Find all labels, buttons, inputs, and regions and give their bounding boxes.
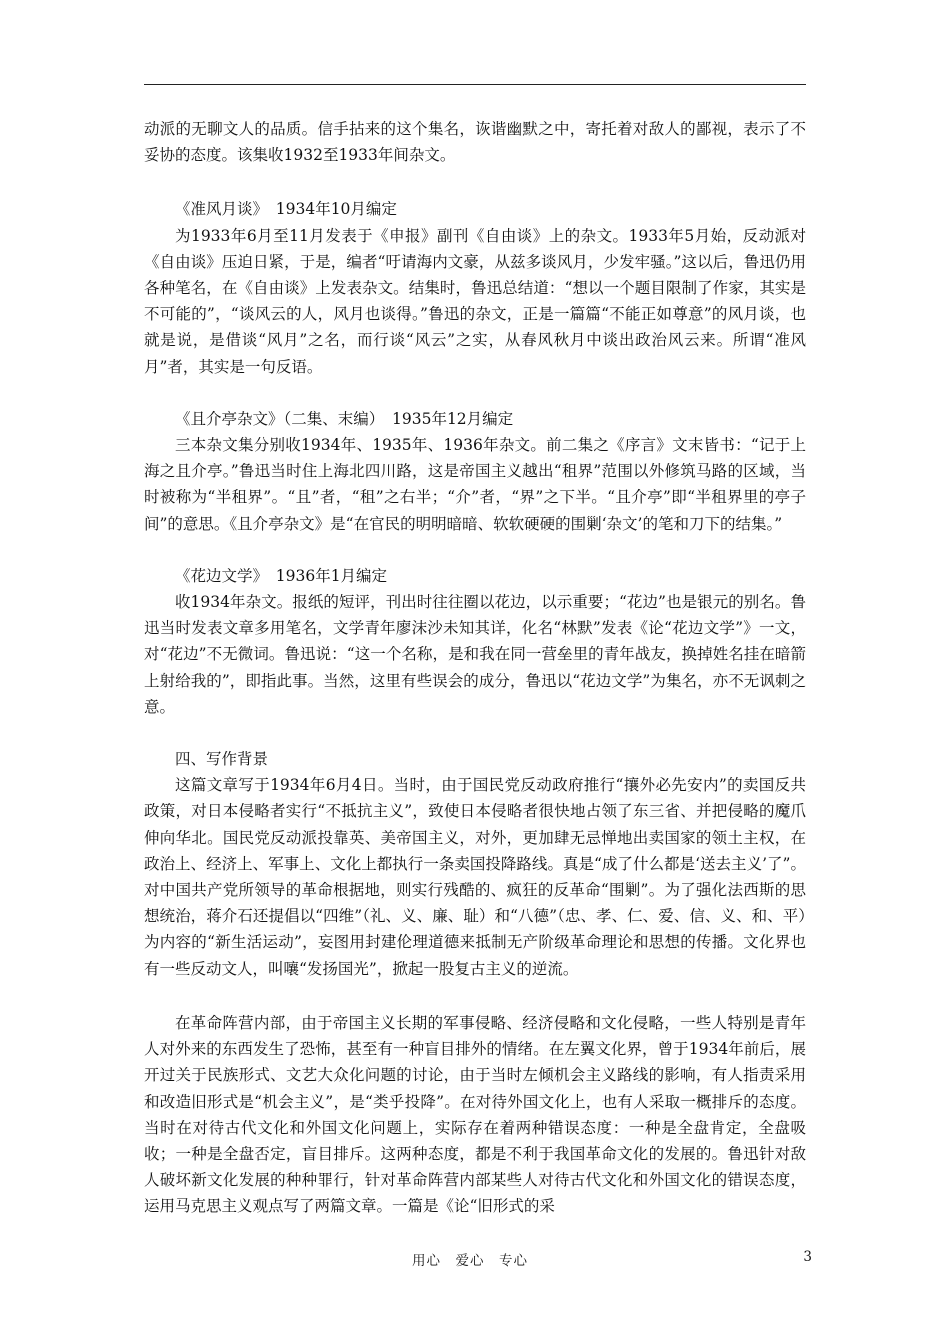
- heading-huabianwenxue: 《花边文学》 1936年1月编定: [175, 566, 388, 585]
- paragraph-background-1: 这篇文章写于1934年6月4日。当时，由于国民党反动政府推行“攘外必先安内”的卖国反共政策，对日本侵略者实行“不抵抗主义”，致使日本侵略者很快地占领了东三省、并把侵略的魔爪伸向华北。国民党反动派投靠英、美帝国主义，对外，更加肆无忌惮地出卖国家的领土主权，在政治上、经济上、军事上、文化上都执行一条卖国投降路线。真是“成了什么都是‘送去主义’了”。对中国共产党所领导的革命根据地，则实行残酷的、疯狂的反革命“围剿”。为了强化法西斯的思想统治，蒋介石还提倡以“四维”（礼、义、廉、耻）和“八德”（忠、孝、仁、爱、信、义、和、平）为内容的“新生活运动”，妄图用封建伦理道德来抵制无产阶级革命理论和思想的传播。文化界也有一些反动文人，叫嚷“发扬国光”，掀起一股复古主义的逆流。: [144, 776, 806, 978]
- heading-zhunfengyuetan: 《准风月谈》 1934年10月编定: [175, 200, 397, 219]
- header-rule: [144, 84, 806, 85]
- paragraph-qiejieting: 三本杂文集分别收1934年、1935年、1936年杂文。前二集之《序言》文末皆书：“记于上海之且介亭。”鲁迅当时住上海北四川路，这是帝国主义越出“租界”范围以外修筑马路的区域，当时被称为“半租界”。“且”者，“租”之右半；“介”者，“界”之下半。“且介亭”即“半租界里的亭子间”的意思。《且介亭杂文》是“在官民的明明暗暗、软软硬硬的围剿‘杂文’的笔和刀下的结集。”: [144, 436, 806, 533]
- paragraph-intro: 动派的无聊文人的品质。信手拈来的这个集名，诙谐幽默之中，寄托着对敌人的鄙视，表示了不妥协的态度。该集收1932至1933年间杂文。: [144, 120, 806, 165]
- page-number: 3: [803, 1249, 812, 1265]
- paragraph-zhunfengyuetan: 为1933年6月至11月发表于《申报》副刊《自由谈》上的杂文。1933年5月始，反动派对《自由谈》压迫日紧，于是，编者“吁请海内文豪，从兹多谈风月，少发牢骚。”这以后，鲁迅仍用各种笔名，在《自由谈》上发表杂文。结集时，鲁迅总结道：“想以一个题目限制了作家，其实是不可能的”，“谈风云的人，风月也谈得。”鲁迅的杂文，正是一篇篇“不能正如尊意”的风月谈，也就是说，是借谈“风月”之名，而行谈“风云”之实，从春风秋月中谈出政治风云来。所谓“准风月”者，其实是一句反语。: [144, 226, 806, 376]
- paragraph-huabianwenxue: 收1934年杂文。报纸的短评，刊出时往往圈以花边，以示重要；“花边”也是银元的别名。鲁迅当时发表文章多用笔名，文学青年廖沫沙未知其详，化名“林默”发表《论“花边文学”》一文，对“花边”不无微词。鲁迅说：“这一个名称，是和我在同一营垒里的青年战友，换掉姓名挂在暗箭上射给我的”，即指此事。当然，这里有些误会的成分，鲁迅以“花边文学”为集名，亦不无讽刺之意。: [144, 593, 806, 716]
- document-body: [144, 116, 806, 1220]
- footer-motto: 用心 爱心 专心: [412, 1253, 528, 1269]
- paragraph-background-2: 在革命阵营内部，由于帝国主义长期的军事侵略、经济侵略和文化侵略，一些人特别是青年人对外来的东西发生了恐怖，甚至有一种盲目排外的情绪。在左翼文化界，曾于1934年前后，展开过关于民族形式、文艺大众化问题的讨论，由于当时左倾机会主义路线的影响，有人指责采用和改造旧形式是“机会主义”，是“类乎投降”。在对待外国文化上，也有人采取一概排斥的态度。当时在对待古代文化和外国文化问题上，实际存在着两种错误态度：一种是全盘肯定，全盘吸收；一种是全盘否定，盲目排斥。这两种态度，都是不利于我国革命文化的发展的。鲁迅针对敌人破坏新文化发展的种种罪行，针对革命阵营内部某些人对待古代文化和外国文化的错误态度，运用马克思主义观点写了两篇文章。一篇是《论“旧形式的采: [144, 1013, 806, 1216]
- heading-writing-background: 四、写作背景: [175, 750, 269, 769]
- heading-qiejieting: 《且介亭杂文》（二集、末编） 1935年12月编定: [175, 409, 514, 428]
